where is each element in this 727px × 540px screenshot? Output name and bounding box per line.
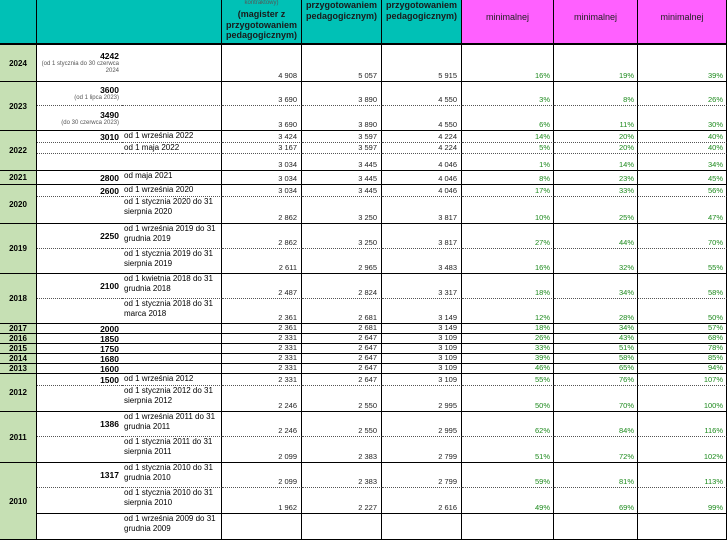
salary-cell: 2 331 bbox=[222, 334, 302, 344]
min-wage-value: 4242 bbox=[100, 51, 119, 61]
table-row bbox=[0, 299, 727, 324]
salary-cell: 4 046 bbox=[382, 185, 462, 197]
percent-cell: 44% bbox=[554, 224, 638, 249]
table-row bbox=[0, 354, 727, 364]
min-wage-cell bbox=[37, 386, 122, 412]
salary-cell: 3 167 bbox=[222, 143, 302, 154]
salary-cell: 2 616 bbox=[382, 488, 462, 514]
min-wage-value: 1750 bbox=[100, 344, 119, 354]
salary-cell: 3 890 bbox=[302, 106, 382, 131]
min-wage-value: 2100 bbox=[100, 281, 119, 291]
min-wage-cell bbox=[37, 354, 122, 364]
header-col6-main: minimalnej bbox=[485, 12, 529, 22]
header-col5-main: przygotowaniem pedagogicznym) bbox=[385, 0, 457, 21]
year-cell: 2023 bbox=[0, 82, 37, 131]
salary-cell bbox=[382, 514, 462, 540]
table-row bbox=[0, 106, 727, 131]
salary-cell: 3 890 bbox=[302, 82, 382, 106]
percent-cell: 59% bbox=[462, 463, 554, 488]
percent-cell: 14% bbox=[462, 131, 554, 143]
min-wage-cell bbox=[37, 412, 122, 437]
period-cell: od 1 września 2011 do 31 grudnia 2011 bbox=[122, 412, 222, 437]
salary-cell: 2 361 bbox=[222, 324, 302, 334]
min-wage-note: (od 1 lipca 2023) bbox=[74, 95, 119, 101]
percent-cell: 39% bbox=[638, 45, 727, 82]
header-col8 bbox=[638, 0, 727, 45]
header-col3-main: (magister z przygotowaniem pedagogicznym) bbox=[225, 9, 297, 40]
salary-cell: 3 424 bbox=[222, 131, 302, 143]
min-wage-value: 1317 bbox=[100, 470, 119, 480]
period-cell: od 1 kwietnia 2018 do 31 grudnia 2018 bbox=[122, 274, 222, 299]
percent-cell: 50% bbox=[462, 386, 554, 412]
min-wage-value: 2250 bbox=[100, 231, 119, 241]
percent-cell: 12% bbox=[462, 299, 554, 324]
min-wage-cell bbox=[37, 344, 122, 354]
salary-cell: 3 250 bbox=[302, 197, 382, 224]
year-cell: 2011 bbox=[0, 412, 37, 463]
percent-cell: 50% bbox=[638, 299, 727, 324]
min-wage-value: 3600 bbox=[100, 85, 119, 95]
year-cell: 2012 bbox=[0, 374, 37, 412]
table-row bbox=[0, 386, 727, 412]
table-row bbox=[0, 488, 727, 514]
percent-cell: 69% bbox=[554, 488, 638, 514]
period-cell: od 1 września 2022 bbox=[122, 131, 222, 143]
salary-cell: 2 824 bbox=[302, 274, 382, 299]
salary-cell: 2 995 bbox=[382, 412, 462, 437]
salary-cell: 2 227 bbox=[302, 488, 382, 514]
salary-cell: 4 550 bbox=[382, 82, 462, 106]
period-cell: od 1 stycznia 2018 do 31 marca 2018 bbox=[122, 299, 222, 324]
min-wage-cell bbox=[37, 45, 122, 82]
table-row bbox=[0, 82, 727, 106]
header-col7 bbox=[554, 0, 638, 45]
salary-cell: 3 445 bbox=[302, 154, 382, 171]
percent-cell: 39% bbox=[462, 354, 554, 364]
percent-cell bbox=[462, 514, 554, 540]
percent-cell: 10% bbox=[462, 197, 554, 224]
period-cell: od 1 września 2019 do 31 grudnia 2019 bbox=[122, 224, 222, 249]
salary-cell: 2 383 bbox=[302, 437, 382, 463]
percent-cell: 30% bbox=[638, 106, 727, 131]
salary-cell: 3 109 bbox=[382, 344, 462, 354]
min-wage-cell bbox=[37, 106, 122, 131]
salary-cell: 2 331 bbox=[222, 374, 302, 386]
min-wage-value: 2800 bbox=[100, 172, 119, 183]
percent-cell bbox=[554, 514, 638, 540]
percent-cell: 94% bbox=[638, 364, 727, 374]
period-cell bbox=[122, 344, 222, 354]
min-wage-cell bbox=[37, 274, 122, 299]
salary-cell: 2 331 bbox=[222, 344, 302, 354]
percent-cell: 72% bbox=[554, 437, 638, 463]
salary-cell: 3 483 bbox=[382, 249, 462, 274]
salary-cell: 3 109 bbox=[382, 364, 462, 374]
min-wage-cell bbox=[37, 185, 122, 197]
header-col8-main: minimalnej bbox=[660, 12, 704, 22]
min-wage-cell bbox=[37, 82, 122, 106]
table-row bbox=[0, 171, 727, 185]
percent-cell: 8% bbox=[462, 171, 554, 185]
percent-cell: 34% bbox=[554, 324, 638, 334]
year-cell: 2022 bbox=[0, 131, 37, 171]
percent-cell: 100% bbox=[638, 386, 727, 412]
salary-cell: 4 046 bbox=[382, 154, 462, 171]
table-row bbox=[0, 197, 727, 224]
salary-cell: 2 550 bbox=[302, 412, 382, 437]
percent-cell: 76% bbox=[554, 374, 638, 386]
salary-cell: 4 550 bbox=[382, 106, 462, 131]
min-wage-value: 3010 bbox=[100, 131, 119, 142]
min-wage-cell bbox=[37, 437, 122, 463]
percent-cell: 34% bbox=[638, 154, 727, 171]
salary-cell: 3 109 bbox=[382, 334, 462, 344]
min-wage-cell bbox=[37, 224, 122, 249]
salary-cell: 3 597 bbox=[302, 143, 382, 154]
min-wage-cell bbox=[37, 154, 122, 171]
year-cell: 2018 bbox=[0, 274, 37, 324]
min-wage-value: 1386 bbox=[100, 419, 119, 429]
table-row bbox=[0, 185, 727, 197]
percent-cell: 51% bbox=[554, 344, 638, 354]
salary-cell: 2 799 bbox=[382, 463, 462, 488]
salary-cell: 2 099 bbox=[222, 437, 302, 463]
year-cell: 2015 bbox=[0, 344, 37, 354]
salary-cell: 3 034 bbox=[222, 154, 302, 171]
percent-cell: 6% bbox=[462, 106, 554, 131]
percent-cell: 16% bbox=[462, 45, 554, 82]
salary-cell: 2 647 bbox=[302, 334, 382, 344]
period-cell: od 1 stycznia 2012 do 31 sierpnia 2012 bbox=[122, 386, 222, 412]
salary-cell: 2 799 bbox=[382, 437, 462, 463]
header-col3 bbox=[222, 0, 302, 45]
percent-cell: 40% bbox=[638, 131, 727, 143]
percent-cell: 18% bbox=[462, 324, 554, 334]
min-wage-value: 1600 bbox=[100, 364, 119, 374]
salary-cell: 2 647 bbox=[302, 354, 382, 364]
salary-cell: 2 099 bbox=[222, 463, 302, 488]
percent-cell: 70% bbox=[638, 224, 727, 249]
period-cell bbox=[122, 364, 222, 374]
percent-cell: 25% bbox=[554, 197, 638, 224]
salary-cell: 2 862 bbox=[222, 197, 302, 224]
salary-cell: 4 224 bbox=[382, 143, 462, 154]
salary-cell: 4 046 bbox=[382, 171, 462, 185]
percent-cell: 27% bbox=[462, 224, 554, 249]
percent-cell: 23% bbox=[554, 171, 638, 185]
salary-cell: 4 908 bbox=[222, 45, 302, 82]
salary-cell: 2 995 bbox=[382, 386, 462, 412]
percent-cell: 102% bbox=[638, 437, 727, 463]
min-wage-cell bbox=[37, 197, 122, 224]
percent-cell: 16% bbox=[462, 249, 554, 274]
min-wage-value: 1500 bbox=[100, 374, 119, 385]
percent-cell: 40% bbox=[638, 143, 727, 154]
percent-cell: 17% bbox=[462, 185, 554, 197]
min-wage-value: 1680 bbox=[100, 354, 119, 364]
table-row bbox=[0, 154, 727, 171]
percent-cell: 68% bbox=[638, 334, 727, 344]
table-row bbox=[0, 249, 727, 274]
min-wage-cell bbox=[37, 364, 122, 374]
salary-cell: 3 034 bbox=[222, 185, 302, 197]
period-cell: od maja 2021 bbox=[122, 171, 222, 185]
percent-cell: 47% bbox=[638, 197, 727, 224]
year-cell: 2020 bbox=[0, 185, 37, 224]
salary-cell: 2 331 bbox=[222, 364, 302, 374]
header-col7-main: minimalnej bbox=[573, 12, 617, 22]
year-cell: 2019 bbox=[0, 224, 37, 274]
year-cell: 2014 bbox=[0, 354, 37, 364]
header-col5 bbox=[382, 0, 462, 45]
min-wage-value: 3490 bbox=[100, 109, 119, 120]
salary-cell: 2 647 bbox=[302, 364, 382, 374]
header-col4-main: przygotowaniem pedagogicznym) bbox=[305, 0, 377, 21]
min-wage-cell bbox=[37, 299, 122, 324]
year-cell: 2017 bbox=[0, 324, 37, 334]
year-cell: 2016 bbox=[0, 334, 37, 344]
min-wage-cell bbox=[37, 488, 122, 514]
min-wage-cell bbox=[37, 324, 122, 334]
header-min-wage bbox=[37, 0, 222, 45]
year-cell: 2013 bbox=[0, 364, 37, 374]
salary-cell: 3 690 bbox=[222, 82, 302, 106]
table-row bbox=[0, 334, 727, 344]
salary-cell: 3 690 bbox=[222, 106, 302, 131]
salary-cell: 2 487 bbox=[222, 274, 302, 299]
header-year bbox=[0, 0, 37, 45]
min-wage-cell bbox=[37, 334, 122, 344]
period-cell bbox=[122, 45, 222, 82]
percent-cell bbox=[638, 514, 727, 540]
percent-cell: 19% bbox=[554, 45, 638, 82]
year-cell: 2010 bbox=[0, 463, 37, 540]
salary-cell: 3 250 bbox=[302, 224, 382, 249]
salary-cell: 2 361 bbox=[222, 299, 302, 324]
period-cell bbox=[122, 334, 222, 344]
percent-cell: 116% bbox=[638, 412, 727, 437]
salary-cell: 3 317 bbox=[382, 274, 462, 299]
table-row bbox=[0, 463, 727, 488]
percent-cell: 78% bbox=[638, 344, 727, 354]
period-cell bbox=[122, 106, 222, 131]
percent-cell: 56% bbox=[638, 185, 727, 197]
percent-cell: 8% bbox=[554, 82, 638, 106]
year-cell: 2024 bbox=[0, 45, 37, 82]
salary-cell: 5 915 bbox=[382, 45, 462, 82]
salary-cell: 3 445 bbox=[302, 171, 382, 185]
min-wage-cell bbox=[37, 171, 122, 185]
percent-cell: 65% bbox=[554, 364, 638, 374]
salary-cell: 2 681 bbox=[302, 299, 382, 324]
min-wage-value: 2000 bbox=[100, 324, 119, 334]
table-row bbox=[0, 412, 727, 437]
salary-cell: 3 109 bbox=[382, 354, 462, 364]
percent-cell: 43% bbox=[554, 334, 638, 344]
percent-cell: 1% bbox=[462, 154, 554, 171]
percent-cell: 5% bbox=[462, 143, 554, 154]
percent-cell: 26% bbox=[638, 82, 727, 106]
header-col6 bbox=[462, 0, 554, 45]
min-wage-cell bbox=[37, 374, 122, 386]
percent-cell: 57% bbox=[638, 324, 727, 334]
salary-cell: 3 817 bbox=[382, 197, 462, 224]
salary-cell: 3 597 bbox=[302, 131, 382, 143]
period-cell: od 1 września 2012 bbox=[122, 374, 222, 386]
salary-cell: 3 445 bbox=[302, 185, 382, 197]
percent-cell: 49% bbox=[462, 488, 554, 514]
period-cell bbox=[122, 154, 222, 171]
percent-cell: 28% bbox=[554, 299, 638, 324]
percent-cell: 81% bbox=[554, 463, 638, 488]
percent-cell: 55% bbox=[462, 374, 554, 386]
table-row bbox=[0, 324, 727, 334]
salary-cell: 2 383 bbox=[302, 463, 382, 488]
salary-cell: 3 034 bbox=[222, 171, 302, 185]
header-col3-small: kontraktowy) bbox=[244, 0, 279, 6]
period-cell: od 1 września 2020 bbox=[122, 185, 222, 197]
percent-cell: 84% bbox=[554, 412, 638, 437]
salary-cell: 2 965 bbox=[302, 249, 382, 274]
percent-cell: 3% bbox=[462, 82, 554, 106]
min-wage-value: 2600 bbox=[100, 185, 119, 196]
salary-cell: 3 109 bbox=[382, 374, 462, 386]
percent-cell: 45% bbox=[638, 171, 727, 185]
salary-cell: 4 224 bbox=[382, 131, 462, 143]
percent-cell: 33% bbox=[554, 185, 638, 197]
salary-cell: 2 647 bbox=[302, 344, 382, 354]
table-row bbox=[0, 364, 727, 374]
period-cell: od 1 maja 2022 bbox=[122, 143, 222, 154]
period-cell bbox=[122, 354, 222, 364]
table-row bbox=[0, 514, 727, 540]
percent-cell: 11% bbox=[554, 106, 638, 131]
min-wage-cell bbox=[37, 514, 122, 540]
percent-cell: 99% bbox=[638, 488, 727, 514]
period-cell bbox=[122, 324, 222, 334]
min-wage-cell bbox=[37, 131, 122, 143]
salary-cell: 2 647 bbox=[302, 374, 382, 386]
min-wage-value: 1850 bbox=[100, 334, 119, 344]
min-wage-note: (do 30 czerwca 2023) bbox=[61, 119, 119, 126]
percent-cell: 113% bbox=[638, 463, 727, 488]
percent-cell: 85% bbox=[638, 354, 727, 364]
salary-cell: 2 246 bbox=[222, 386, 302, 412]
period-cell: od 1 stycznia 2010 do 31 sierpnia 2010 bbox=[122, 488, 222, 514]
period-cell: od 1 stycznia 2010 do 31 grudnia 2010 bbox=[122, 463, 222, 488]
min-wage-cell bbox=[37, 143, 122, 154]
percent-cell: 58% bbox=[638, 274, 727, 299]
table-row bbox=[0, 45, 727, 82]
table-row bbox=[0, 131, 727, 143]
salary-cell: 3 817 bbox=[382, 224, 462, 249]
percent-cell: 20% bbox=[554, 131, 638, 143]
salary-cell: 3 149 bbox=[382, 299, 462, 324]
salary-cell bbox=[222, 514, 302, 540]
table-row bbox=[0, 224, 727, 249]
percent-cell: 20% bbox=[554, 143, 638, 154]
salary-cell: 2 550 bbox=[302, 386, 382, 412]
year-cell: 2021 bbox=[0, 171, 37, 185]
percent-cell: 51% bbox=[462, 437, 554, 463]
percent-cell: 55% bbox=[638, 249, 727, 274]
salary-cell: 2 681 bbox=[302, 324, 382, 334]
table-row bbox=[0, 374, 727, 386]
salary-cell: 2 611 bbox=[222, 249, 302, 274]
period-cell: od 1 stycznia 2011 do 31 sierpnia 2011 bbox=[122, 437, 222, 463]
table-row bbox=[0, 437, 727, 463]
period-cell: od 1 stycznia 2020 do 31 sierpnia 2020 bbox=[122, 197, 222, 224]
percent-cell: 58% bbox=[554, 354, 638, 364]
percent-cell: 14% bbox=[554, 154, 638, 171]
min-wage-cell bbox=[37, 463, 122, 488]
percent-cell: 26% bbox=[462, 334, 554, 344]
percent-cell: 32% bbox=[554, 249, 638, 274]
salary-cell bbox=[302, 514, 382, 540]
period-cell bbox=[122, 82, 222, 106]
percent-cell: 33% bbox=[462, 344, 554, 354]
salary-cell: 2 246 bbox=[222, 412, 302, 437]
header-col4 bbox=[302, 0, 382, 45]
salary-cell: 5 057 bbox=[302, 45, 382, 82]
salary-cell: 3 149 bbox=[382, 324, 462, 334]
percent-cell: 107% bbox=[638, 374, 727, 386]
percent-cell: 70% bbox=[554, 386, 638, 412]
percent-cell: 18% bbox=[462, 274, 554, 299]
period-cell: od 1 września 2009 do 31 grudnia 2009 bbox=[122, 514, 222, 540]
table-row bbox=[0, 274, 727, 299]
percent-cell: 46% bbox=[462, 364, 554, 374]
period-cell: od 1 stycznia 2019 do 31 sierpnia 2019 bbox=[122, 249, 222, 274]
min-wage-cell bbox=[37, 249, 122, 274]
min-wage-note: (od 1 stycznia do 30 czerwca 2024 bbox=[41, 61, 119, 74]
percent-cell: 34% bbox=[554, 274, 638, 299]
table-row bbox=[0, 344, 727, 354]
salary-cell: 2 862 bbox=[222, 224, 302, 249]
percent-cell: 62% bbox=[462, 412, 554, 437]
salary-cell: 1 962 bbox=[222, 488, 302, 514]
table-row bbox=[0, 143, 727, 154]
salary-cell: 2 331 bbox=[222, 354, 302, 364]
